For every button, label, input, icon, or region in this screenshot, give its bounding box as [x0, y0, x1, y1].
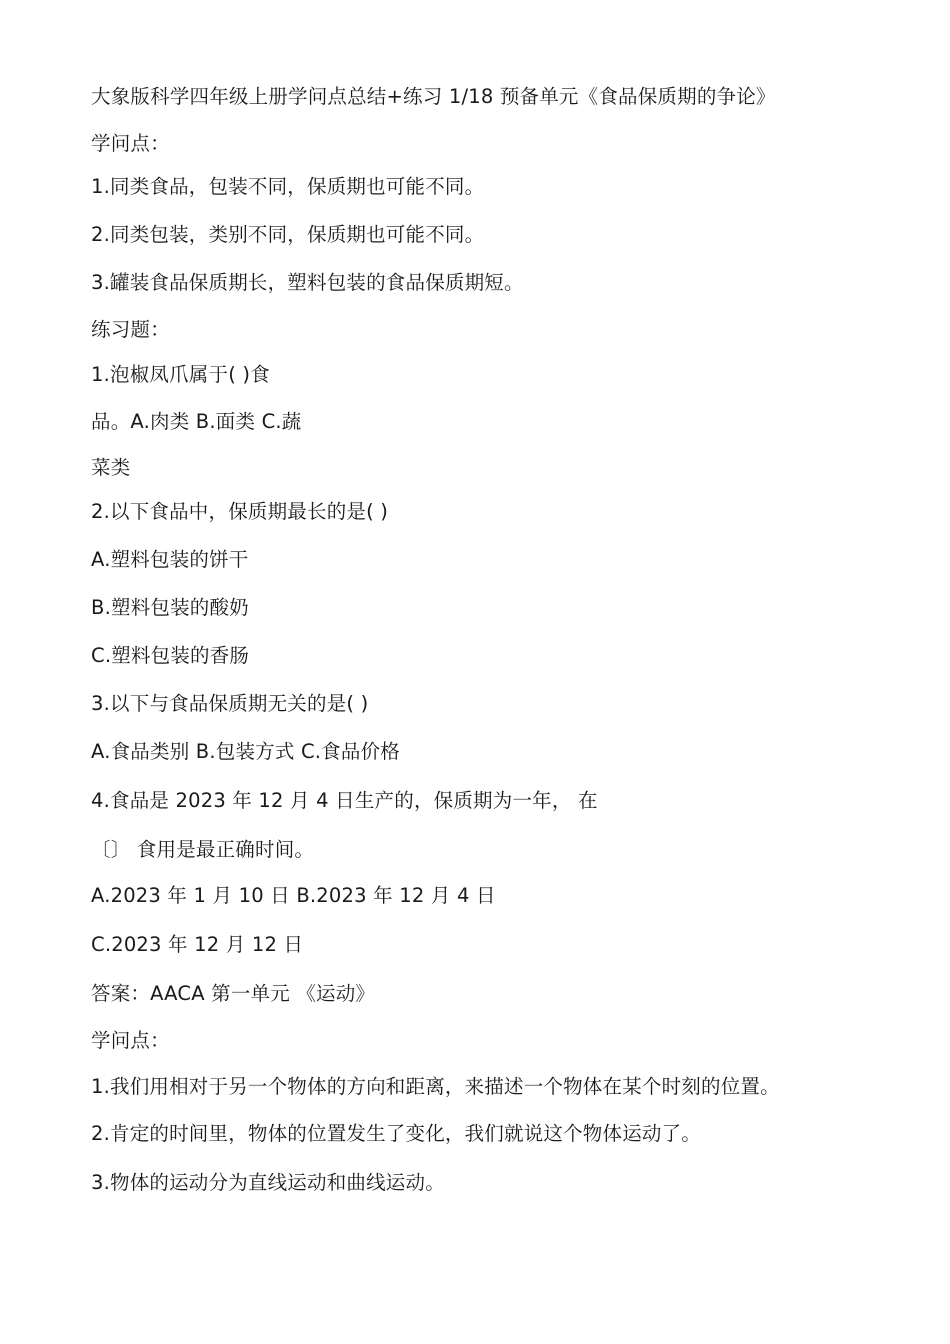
knowledge-point: 1.同类食品，包装不同，保质期也可能不同。 — [91, 175, 485, 198]
exercise-question: 1.泡椒凤爪属于( )食 — [91, 363, 270, 386]
exercise-option: B.塑料包装的酸奶 — [91, 596, 249, 619]
exercise-option: C.2023 年 12 月 12 日 — [91, 933, 304, 956]
exercise-option: A.塑料包装的饼干 — [91, 548, 249, 571]
knowledge-point: 2.肯定的时间里，物体的位置发生了变化，我们就说这个物体运动了。 — [91, 1122, 702, 1145]
exercise-question: 〔〕 食用是最正确时间。 — [91, 838, 315, 861]
exercise-options: A.2023 年 1 月 10 日 B.2023 年 12 月 4 日 — [91, 884, 496, 907]
knowledge-point: 1.我们用相对于另一个物体的方向和距离，来描述一个物体在某个时刻的位置。 — [91, 1075, 780, 1098]
exercise-options: 菜类 — [91, 456, 131, 479]
section-heading: 学问点： — [91, 1029, 170, 1052]
exercise-option: C.塑料包装的香肠 — [91, 644, 250, 667]
exercise-question: 4.食品是 2023 年 12 月 4 日生产的，保质期为一年， 在 — [91, 789, 598, 812]
exercise-question: 3.以下与食品保质期无关的是( ) — [91, 692, 369, 715]
knowledge-point: 3.罐装食品保质期长，塑料包装的食品保质期短。 — [91, 271, 524, 294]
exercise-options: 品。A.肉类 B.面类 C.蔬 — [91, 410, 302, 433]
knowledge-point: 2.同类包装，类别不同，保质期也可能不同。 — [91, 223, 485, 246]
document-title: 大象版科学四年级上册学问点总结+练习 1/18 预备单元《食品保质期的争论》 — [91, 85, 776, 108]
knowledge-point: 3.物体的运动分为直线运动和曲线运动。 — [91, 1171, 445, 1194]
exercise-question: 2.以下食品中，保质期最长的是( ) — [91, 500, 389, 523]
answer-line: 答案：AACA 第一单元 《运动》 — [91, 982, 376, 1005]
exercise-options: A.食品类别 B.包装方式 C.食品价格 — [91, 740, 400, 763]
section-heading: 学问点： — [91, 132, 170, 155]
section-heading: 练习题： — [91, 318, 170, 341]
